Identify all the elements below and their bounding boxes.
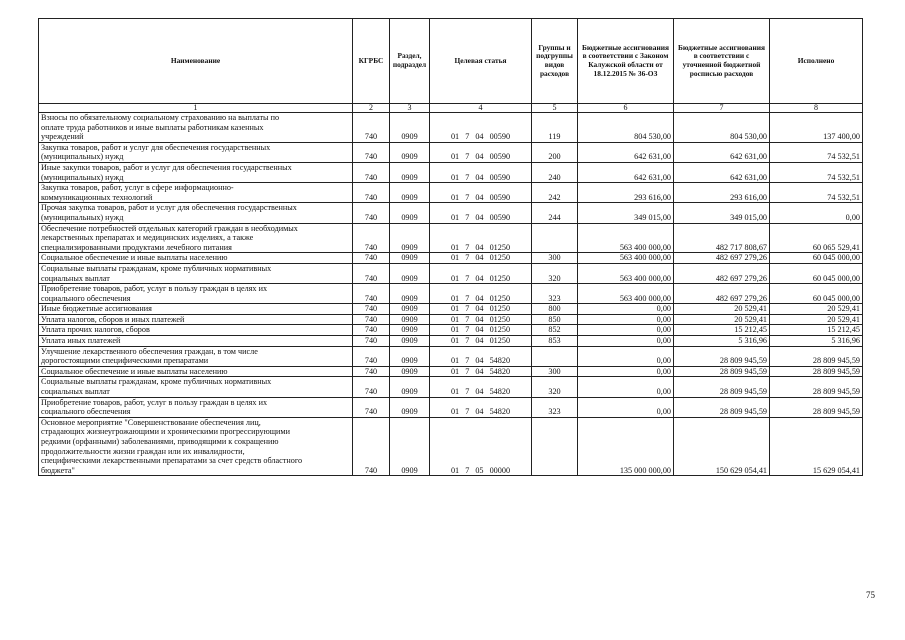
row-target: 01 7 04 54820 xyxy=(430,366,532,377)
row-executed: 137 400,00 xyxy=(770,113,863,143)
row-name: Прочая закупка товаров, работ и услуг для обеспечения государственных (муниципальных) нужд xyxy=(39,203,353,223)
row-group: 320 xyxy=(532,263,578,283)
row-name: Взносы по обязательному социальному страхованию на выплаты по оплате труда работников и иные выплаты работникам казенных учреждений xyxy=(39,113,353,143)
table-row xyxy=(39,304,863,315)
row-section: 0909 xyxy=(390,336,430,347)
table-row xyxy=(39,336,863,347)
row-budget-law: 804 530,00 xyxy=(578,113,674,143)
row-section: 0909 xyxy=(390,223,430,253)
row-name: Социальные выплаты гражданам, кроме публичных нормативных социальных выплат xyxy=(39,377,353,397)
column-number: 1 xyxy=(39,104,353,113)
header-name: Наименование xyxy=(39,19,353,104)
header-executed: Исполнено xyxy=(770,19,863,104)
column-number: 2 xyxy=(353,104,390,113)
row-budget-spec: 5 316,96 xyxy=(674,336,770,347)
budget-table xyxy=(38,18,863,476)
row-target: 01 7 04 54820 xyxy=(430,346,532,366)
row-budget-law: 642 631,00 xyxy=(578,162,674,182)
row-name: Закупка товаров, работ, услуг в сфере информационно- коммуникационных технологий xyxy=(39,183,353,203)
header-section: Раздел, подраздел xyxy=(390,19,430,104)
row-kgrbs: 740 xyxy=(353,397,390,417)
row-group: 240 xyxy=(532,162,578,182)
row-kgrbs: 740 xyxy=(353,203,390,223)
header-target: Целевая статья xyxy=(430,19,532,104)
row-group: 244 xyxy=(532,203,578,223)
row-group: 300 xyxy=(532,253,578,264)
row-executed: 0,00 xyxy=(770,203,863,223)
table-row xyxy=(39,253,863,264)
row-target: 01 7 04 01250 xyxy=(430,263,532,283)
row-kgrbs: 740 xyxy=(353,142,390,162)
row-section: 0909 xyxy=(390,113,430,143)
row-group: 853 xyxy=(532,336,578,347)
row-name: Приобретение товаров, работ, услуг в пользу граждан в целях их социального обеспечения xyxy=(39,397,353,417)
row-budget-spec: 482 697 279,26 xyxy=(674,263,770,283)
row-budget-spec: 293 616,00 xyxy=(674,183,770,203)
row-budget-law: 0,00 xyxy=(578,304,674,315)
row-budget-law: 0,00 xyxy=(578,336,674,347)
row-group: 320 xyxy=(532,377,578,397)
row-kgrbs: 740 xyxy=(353,325,390,336)
row-group xyxy=(532,346,578,366)
table-row xyxy=(39,377,863,397)
row-budget-law: 0,00 xyxy=(578,346,674,366)
row-name: Основное мероприятие "Совершенствование обеспечения лиц, страдающих жизнеугрожающими и хроническими прогрессирующими редкими (орфанными) заболеваниями, приводящими к сокращению продолжительности жизни граждан или их инвалидности, специфическими лекарственными препаратами за счет средств областного бюджета" xyxy=(39,417,353,476)
row-budget-spec: 20 529,41 xyxy=(674,304,770,315)
row-group: 850 xyxy=(532,314,578,325)
row-executed: 28 809 945,59 xyxy=(770,377,863,397)
row-executed: 15 212,45 xyxy=(770,325,863,336)
row-group xyxy=(532,417,578,476)
row-target: 01 7 04 00590 xyxy=(430,142,532,162)
header-budget-spec: Бюджетные ассигнования в соответствии с уточненной бюджетной росписью расходов xyxy=(674,19,770,104)
row-group: 323 xyxy=(532,284,578,304)
table-row xyxy=(39,223,863,253)
page-number: 75 xyxy=(866,590,875,600)
row-executed: 28 809 945,59 xyxy=(770,346,863,366)
row-name: Иные бюджетные ассигнования xyxy=(39,304,353,315)
row-executed: 20 529,41 xyxy=(770,304,863,315)
table-row xyxy=(39,325,863,336)
row-target: 01 7 04 00590 xyxy=(430,183,532,203)
row-budget-spec: 482 697 279,26 xyxy=(674,253,770,264)
row-name: Улучшение лекарственного обеспечения граждан, в том числе дорогостоящими специфическими препаратами xyxy=(39,346,353,366)
column-number: 6 xyxy=(578,104,674,113)
row-name: Социальное обеспечение и иные выплаты населению xyxy=(39,253,353,264)
row-budget-spec: 28 809 945,59 xyxy=(674,366,770,377)
row-budget-law: 563 400 000,00 xyxy=(578,263,674,283)
row-section: 0909 xyxy=(390,314,430,325)
row-group: 119 xyxy=(532,113,578,143)
row-executed: 60 065 529,41 xyxy=(770,223,863,253)
row-group: 300 xyxy=(532,366,578,377)
header-group: Группы и подгруппы видов расходов xyxy=(532,19,578,104)
row-executed: 74 532,51 xyxy=(770,142,863,162)
row-target: 01 7 04 01250 xyxy=(430,253,532,264)
row-target: 01 7 04 01250 xyxy=(430,336,532,347)
row-name: Приобретение товаров, работ, услуг в пользу граждан в целях их социального обеспечения xyxy=(39,284,353,304)
row-target: 01 7 04 00590 xyxy=(430,162,532,182)
row-target: 01 7 04 01250 xyxy=(430,284,532,304)
row-kgrbs: 740 xyxy=(353,346,390,366)
row-executed: 74 532,51 xyxy=(770,162,863,182)
row-kgrbs: 740 xyxy=(353,113,390,143)
row-target: 01 7 04 01250 xyxy=(430,325,532,336)
table-row xyxy=(39,366,863,377)
row-budget-spec: 482 717 808,67 xyxy=(674,223,770,253)
row-budget-law: 0,00 xyxy=(578,314,674,325)
row-budget-law: 349 015,00 xyxy=(578,203,674,223)
row-executed: 5 316,96 xyxy=(770,336,863,347)
row-executed: 15 629 054,41 xyxy=(770,417,863,476)
row-budget-spec: 15 212,45 xyxy=(674,325,770,336)
row-budget-law: 135 000 000,00 xyxy=(578,417,674,476)
header-kgrbs: КГРБС xyxy=(353,19,390,104)
table-row xyxy=(39,263,863,283)
row-executed: 28 809 945,59 xyxy=(770,366,863,377)
row-kgrbs: 740 xyxy=(353,223,390,253)
column-numbers-row xyxy=(39,104,863,113)
table-row xyxy=(39,284,863,304)
row-group: 800 xyxy=(532,304,578,315)
column-number: 3 xyxy=(390,104,430,113)
row-name: Иные закупки товаров, работ и услуг для обеспечения государственных (муниципальных) нужд xyxy=(39,162,353,182)
row-section: 0909 xyxy=(390,304,430,315)
table-header-row xyxy=(39,19,863,104)
row-budget-law: 0,00 xyxy=(578,325,674,336)
table-row xyxy=(39,183,863,203)
column-number: 7 xyxy=(674,104,770,113)
row-target: 01 7 04 00590 xyxy=(430,113,532,143)
row-kgrbs: 740 xyxy=(353,263,390,283)
row-section: 0909 xyxy=(390,203,430,223)
row-target: 01 7 04 54820 xyxy=(430,377,532,397)
row-name: Социальное обеспечение и иные выплаты населению xyxy=(39,366,353,377)
row-group: 323 xyxy=(532,397,578,417)
row-name: Уплата налогов, сборов и иных платежей xyxy=(39,314,353,325)
row-name: Социальные выплаты гражданам, кроме публичных нормативных социальных выплат xyxy=(39,263,353,283)
row-group: 200 xyxy=(532,142,578,162)
row-executed: 60 045 000,00 xyxy=(770,284,863,304)
row-executed: 60 045 000,00 xyxy=(770,253,863,264)
row-kgrbs: 740 xyxy=(353,253,390,264)
header-budget-law: Бюджетные ассигнования в соответствии с Законом Калужской области от 18.12.2015 № 36-ОЗ xyxy=(578,19,674,104)
row-kgrbs: 740 xyxy=(353,314,390,325)
row-budget-spec: 20 529,41 xyxy=(674,314,770,325)
row-budget-spec: 28 809 945,59 xyxy=(674,377,770,397)
row-budget-spec: 642 631,00 xyxy=(674,142,770,162)
table-row xyxy=(39,346,863,366)
row-executed: 74 532,51 xyxy=(770,183,863,203)
row-budget-spec: 482 697 279,26 xyxy=(674,284,770,304)
row-target: 01 7 04 01250 xyxy=(430,314,532,325)
row-section: 0909 xyxy=(390,263,430,283)
row-budget-law: 642 631,00 xyxy=(578,142,674,162)
row-kgrbs: 740 xyxy=(353,162,390,182)
row-kgrbs: 740 xyxy=(353,377,390,397)
row-target: 01 7 04 01250 xyxy=(430,304,532,315)
table-row xyxy=(39,314,863,325)
row-budget-law: 0,00 xyxy=(578,366,674,377)
row-name: Обеспечение потребностей отдельных категорий граждан в необходимых лекарственных препаратах и медицинских изделиях, а также специализированными продуктами лечебного питания xyxy=(39,223,353,253)
row-executed: 60 045 000,00 xyxy=(770,263,863,283)
row-kgrbs: 740 xyxy=(353,336,390,347)
row-kgrbs: 740 xyxy=(353,417,390,476)
row-section: 0909 xyxy=(390,325,430,336)
row-budget-law: 293 616,00 xyxy=(578,183,674,203)
table-row xyxy=(39,142,863,162)
column-number: 8 xyxy=(770,104,863,113)
row-budget-spec: 349 015,00 xyxy=(674,203,770,223)
row-budget-law: 563 400 000,00 xyxy=(578,284,674,304)
row-section: 0909 xyxy=(390,253,430,264)
row-kgrbs: 740 xyxy=(353,366,390,377)
row-target: 01 7 04 54820 xyxy=(430,397,532,417)
row-kgrbs: 740 xyxy=(353,304,390,315)
row-budget-spec: 804 530,00 xyxy=(674,113,770,143)
row-executed: 28 809 945,59 xyxy=(770,397,863,417)
row-group: 852 xyxy=(532,325,578,336)
row-name: Уплата иных платежей xyxy=(39,336,353,347)
row-target: 01 7 04 01250 xyxy=(430,223,532,253)
table-row xyxy=(39,203,863,223)
row-target: 01 7 05 00000 xyxy=(430,417,532,476)
table-body xyxy=(39,113,863,476)
row-budget-law: 563 400 000,00 xyxy=(578,253,674,264)
row-budget-law: 0,00 xyxy=(578,377,674,397)
row-name: Уплата прочих налогов, сборов xyxy=(39,325,353,336)
row-section: 0909 xyxy=(390,346,430,366)
table-row xyxy=(39,113,863,143)
row-budget-spec: 150 629 054,41 xyxy=(674,417,770,476)
row-kgrbs: 740 xyxy=(353,284,390,304)
row-budget-spec: 28 809 945,59 xyxy=(674,397,770,417)
row-target: 01 7 04 00590 xyxy=(430,203,532,223)
row-section: 0909 xyxy=(390,377,430,397)
row-section: 0909 xyxy=(390,397,430,417)
row-budget-law: 0,00 xyxy=(578,397,674,417)
row-budget-spec: 642 631,00 xyxy=(674,162,770,182)
row-executed: 20 529,41 xyxy=(770,314,863,325)
table-row xyxy=(39,417,863,476)
column-number: 5 xyxy=(532,104,578,113)
row-kgrbs: 740 xyxy=(353,183,390,203)
row-section: 0909 xyxy=(390,284,430,304)
row-budget-law: 563 400 000,00 xyxy=(578,223,674,253)
row-section: 0909 xyxy=(390,162,430,182)
row-budget-spec: 28 809 945,59 xyxy=(674,346,770,366)
row-group: 242 xyxy=(532,183,578,203)
row-section: 0909 xyxy=(390,142,430,162)
row-group xyxy=(532,223,578,253)
table-row xyxy=(39,162,863,182)
row-section: 0909 xyxy=(390,183,430,203)
table-row xyxy=(39,397,863,417)
row-section: 0909 xyxy=(390,366,430,377)
column-number: 4 xyxy=(430,104,532,113)
row-name: Закупка товаров, работ и услуг для обеспечения государственных (муниципальных) нужд xyxy=(39,142,353,162)
row-section: 0909 xyxy=(390,417,430,476)
